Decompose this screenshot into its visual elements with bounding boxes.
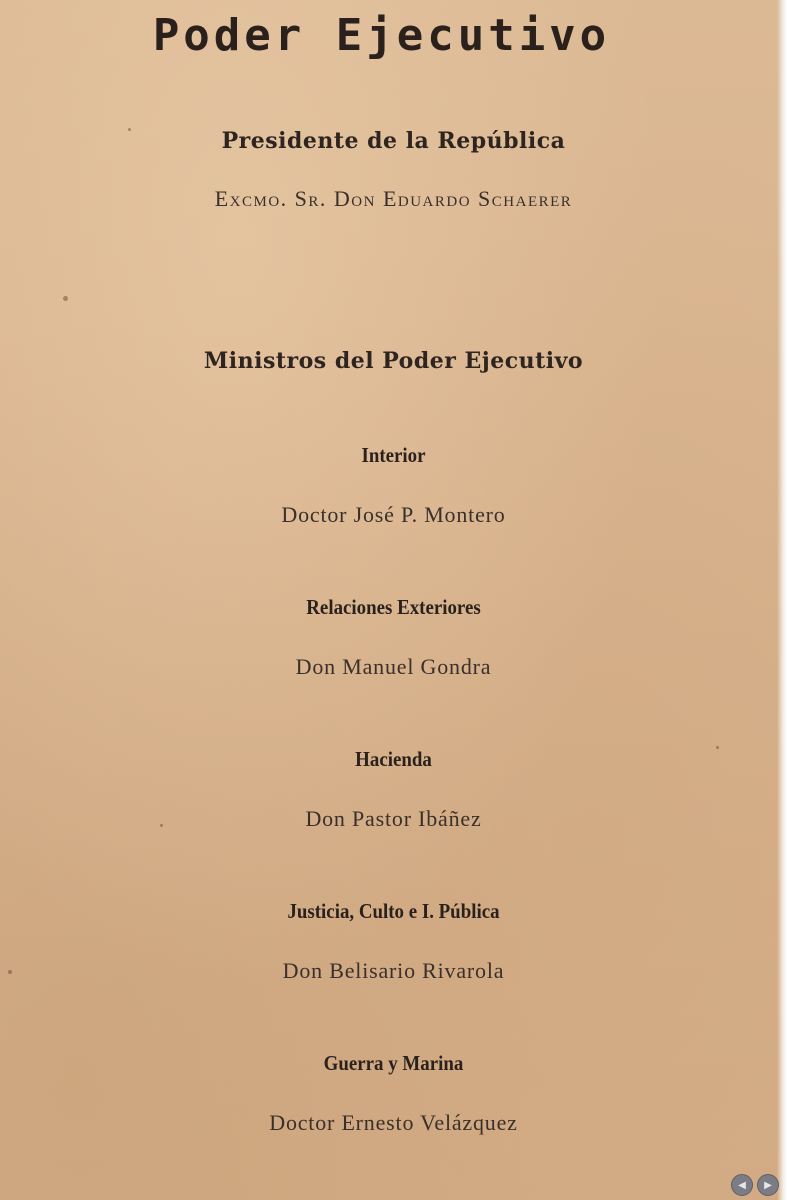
ministry-title-interior: Interior: [361, 443, 426, 467]
next-icon[interactable]: ▶: [757, 1174, 779, 1196]
ministry-title-justicia: Justicia, Culto e I. Pública: [287, 899, 500, 923]
minister-name-interior: Doctor José P. Montero: [281, 502, 506, 527]
president-heading: Presidente de la República: [221, 128, 566, 154]
minister-name-relaciones-exteriores: Don Manuel Gondra: [295, 654, 492, 679]
president-name: Excmo. Sr. Don Eduardo Schaerer: [214, 186, 573, 211]
minister-name-hacienda: Don Pastor Ibáñez: [305, 806, 482, 831]
ministry-title-guerra-marina: Guerra y Marina: [323, 1051, 464, 1075]
previous-icon[interactable]: ◀: [731, 1174, 753, 1196]
page-navigation: [731, 1174, 781, 1196]
ministry-title-relaciones-exteriores: Relaciones Exteriores: [306, 595, 481, 619]
page-edge: [777, 0, 787, 1200]
ministers-heading: Ministros del Poder Ejecutivo: [203, 348, 584, 374]
page-title: Poder Ejecutivo: [152, 10, 611, 61]
ministry-title-hacienda: Hacienda: [355, 747, 432, 771]
paper-speck: [63, 296, 68, 301]
minister-name-guerra-marina: Doctor Ernesto Velázquez: [269, 1110, 518, 1135]
minister-name-justicia: Don Belisario Rivarola: [282, 958, 505, 983]
